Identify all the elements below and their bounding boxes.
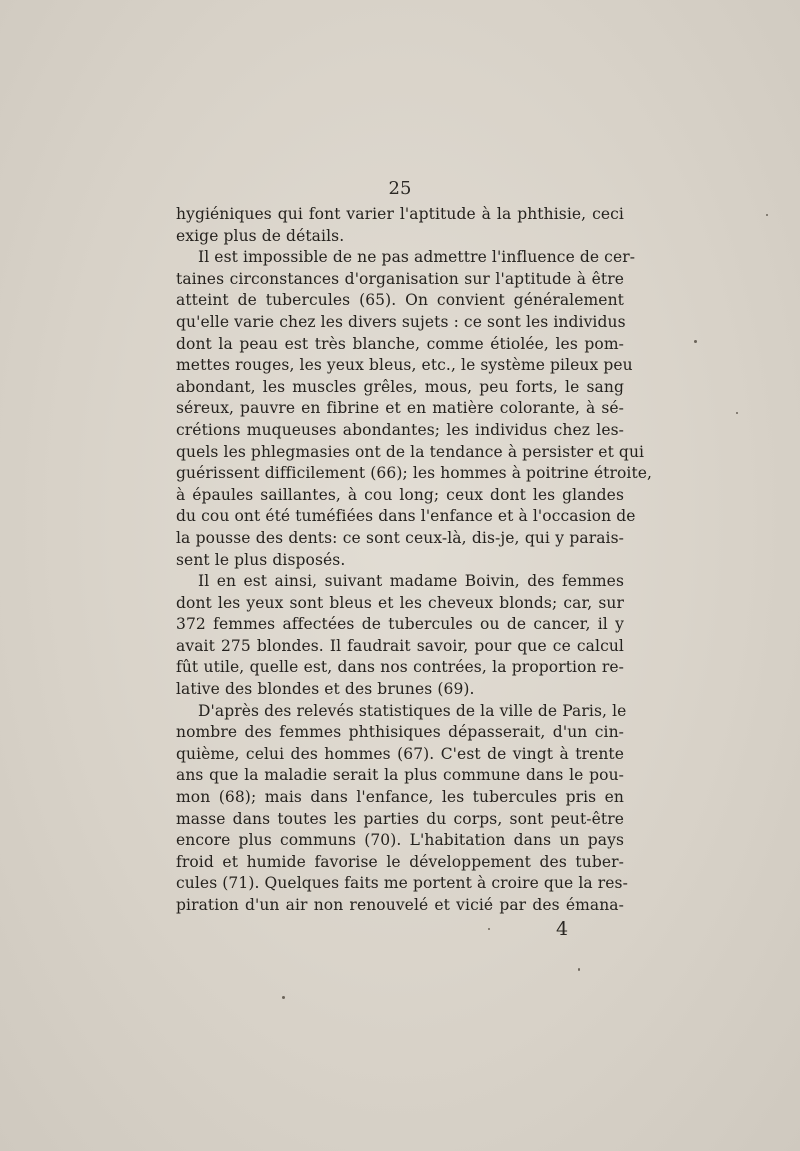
text-line: séreux, pauvre en fibrine et en matière colorante, à sé- — [176, 399, 624, 418]
text-line: Il est impossible de ne pas admettre l'influence de cer- — [198, 248, 636, 267]
text-line: nombre des femmes phthisiques dépasserait, d'un cin- — [176, 723, 624, 742]
text-line: quels les phlegmasies ont de la tendance à persister et qui — [176, 442, 645, 461]
text-line: mon (68); mais dans l'enfance, les tubercules pris en — [176, 788, 624, 807]
text-line: cules (71). Quelques faits me portent à croire que la res- — [176, 874, 628, 893]
text-line: la pousse des dents: ce sont ceux-là, dis-je, qui y parais- — [176, 528, 624, 547]
paper-speck — [694, 340, 697, 343]
text-line: sent le plus disposés. — [176, 550, 346, 569]
text-line: dont la peau est très blanche, comme étiolée, les pom- — [176, 334, 624, 353]
text-line: piration d'un air non renouvelé et vicié par des émana- — [176, 896, 624, 914]
text-line: ans que la maladie serait la plus commune dans le pou- — [176, 766, 624, 785]
text-line: D'après des relevés statistiques de la ville de Paris, le — [198, 701, 627, 720]
paper-speck — [488, 928, 490, 930]
text-line: dont les yeux sont bleus et les cheveux blonds; car, sur — [176, 593, 624, 612]
text-line: froid et humide favorise le développement des tuber- — [176, 852, 624, 871]
text-line: qu'elle varie chez les divers sujets : ce sont les individus — [176, 312, 626, 331]
text-line: fût utile, quelle est, dans nos contrées, la proportion re- — [176, 658, 624, 677]
paper-speck — [578, 968, 580, 971]
paper-speck — [736, 412, 738, 414]
body-text — [176, 204, 653, 917]
text-line: guérissent difficilement (66); les hommes à poitrine étroite, — [176, 464, 653, 483]
text-line: encore plus communs (70). L'habitation dans un pays — [176, 831, 624, 850]
text-line: masse dans toutes les parties du corps, sont peut-être — [176, 809, 624, 828]
text-line: hygiéniques qui font varier l'aptitude à la phthisie, ceci — [176, 205, 624, 223]
text-line: à épaules saillantes, à cou long; ceux dont les glandes — [176, 485, 624, 504]
text-line: crétions muqueuses abondantes; les individus chez les- — [176, 420, 624, 439]
text-line: abondant, les muscles grêles, mous, peu forts, le sang — [176, 377, 624, 396]
text-line: exige plus de détails. — [176, 226, 345, 245]
text-line: Il en est ainsi, suivant madame Boivin, des femmes — [198, 572, 624, 591]
text-line: quième, celui des hommes (67). C'est de vingt à trente — [176, 744, 624, 763]
paper-speck — [766, 214, 768, 216]
paper-speck — [282, 996, 285, 999]
text-line: du cou ont été tuméfiées dans l'enfance et à l'occasion de — [176, 507, 636, 526]
page-number: 25 — [388, 178, 412, 199]
text-line: taines circonstances d'organisation sur l'aptitude à être — [176, 269, 624, 288]
signature-mark: 4 — [556, 918, 569, 940]
text-line: avait 275 blondes. Il faudrait savoir, pour que ce calcul — [176, 636, 624, 655]
text-line: atteint de tubercules (65). On convient généralement — [176, 291, 624, 310]
text-line: 372 femmes affectées de tubercules ou de cancer, il y — [176, 615, 624, 634]
text-line: mettes rouges, les yeux bleus, etc., le système pileux peu — [176, 356, 633, 375]
text-line: lative des blondes et des brunes (69). — [176, 680, 475, 699]
